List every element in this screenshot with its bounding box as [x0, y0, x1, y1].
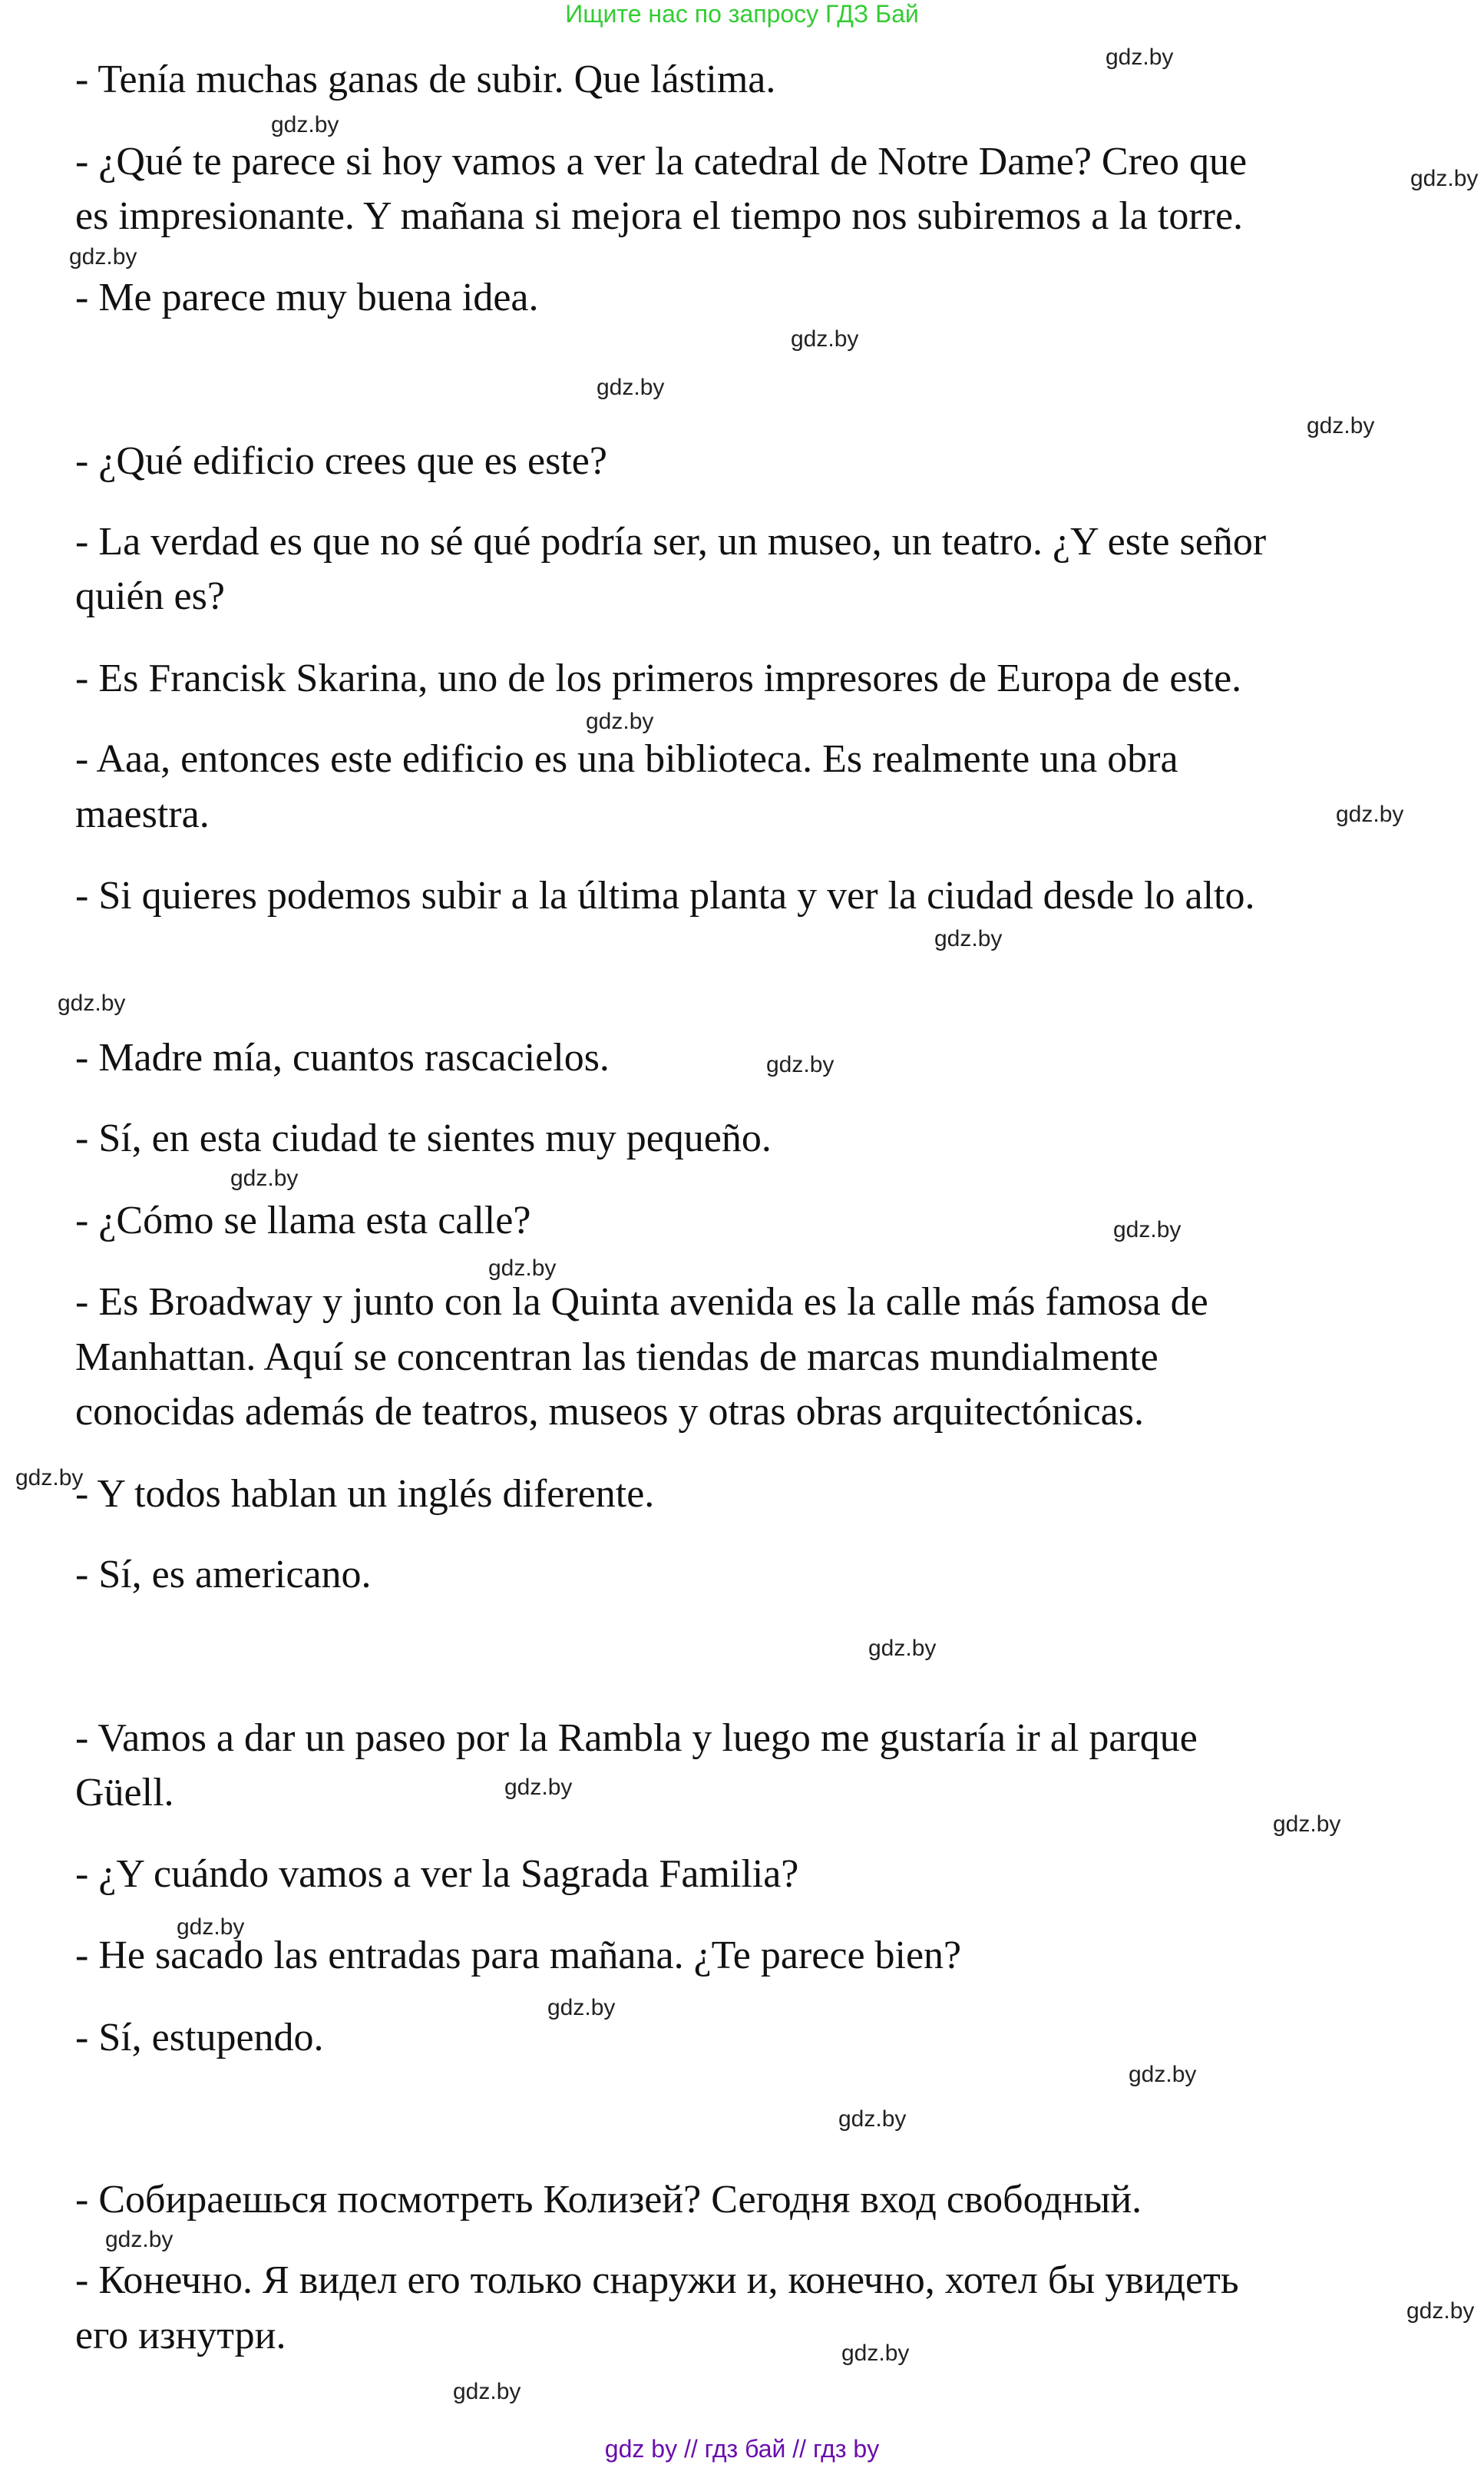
watermark: gdz.by — [586, 709, 654, 734]
text-line: - Sí, en esta ciudad te sientes muy pequeño. — [75, 1117, 772, 1160]
text-line: conocidas además de teatros, museos y otras obras arquitectónicas. — [75, 1390, 1144, 1434]
watermark: gdz.by — [547, 1995, 616, 2020]
text-line: - ¿Cómo se llama esta calle? — [75, 1199, 531, 1242]
watermark: gdz.by — [1406, 2298, 1475, 2324]
watermark: gdz.by — [868, 1636, 937, 1661]
watermark: gdz.by — [1106, 45, 1174, 70]
text-line: - Sí, es americano. — [75, 1553, 372, 1596]
text-line: - He sacado las entradas para mañana. ¿Te parece bien? — [75, 1934, 962, 1977]
text-line: Manhattan. Aquí se concentran las tiendas de marcas mundialmente — [75, 1335, 1158, 1379]
text-line: - Vamos a dar un paseo por la Rambla y luego me gustaría ir al parque — [75, 1716, 1198, 1760]
watermark: gdz.by — [1273, 1811, 1341, 1837]
watermark: gdz.by — [230, 1166, 299, 1191]
text-line: - Собираешься посмотреть Колизей? Сегодня вход свободный. — [75, 2178, 1142, 2222]
text-line: - Es Broadway y junto con la Quinta avenida es la calle más famosa de — [75, 1280, 1208, 1324]
watermark: gdz.by — [1129, 2062, 1197, 2087]
watermark: gdz.by — [1113, 1217, 1182, 1242]
text-line: - Es Francisk Skarina, uno de los primeros impresores de Europa de este. — [75, 657, 1242, 700]
watermark: gdz.by — [1410, 166, 1479, 191]
text-line: - ¿Qué edificio crees que es este? — [75, 439, 607, 483]
watermark: gdz.by — [838, 2106, 907, 2132]
watermark: gdz.by — [177, 1914, 245, 1940]
text-line: quién es? — [75, 574, 225, 618]
watermark: gdz.by — [58, 991, 126, 1016]
footer-links: gdz by // гдз бай // гдз by — [604, 2435, 880, 2463]
text-line: es impresionante. Y mañana si mejora el tiempo nos subiremos a la torre. — [75, 194, 1244, 238]
watermark: gdz.by — [453, 2379, 521, 2404]
watermark: gdz.by — [15, 1465, 84, 1490]
text-line: - ¿Qué te parece si hoy vamos a ver la catedral de Notre Dame? Creo que — [75, 140, 1248, 184]
watermark: gdz.by — [1336, 802, 1404, 827]
text-line: - Aaa, entonces este edificio es una biblioteca. Es realmente una obra — [75, 737, 1178, 781]
watermark: gdz.by — [1307, 413, 1375, 438]
watermark: gdz.by — [791, 326, 859, 352]
text-line: Güell. — [75, 1771, 174, 1815]
watermark: gdz.by — [105, 2227, 174, 2252]
text-line: maestra. — [75, 792, 210, 836]
watermark: gdz.by — [271, 112, 339, 137]
watermark: gdz.by — [597, 375, 665, 400]
text-line: - Madre mía, cuantos rascacielos. — [75, 1036, 610, 1080]
text-line: - Me parece muy buena idea. — [75, 276, 539, 319]
watermark: gdz.by — [488, 1256, 557, 1281]
watermark: gdz.by — [766, 1052, 835, 1077]
watermark: gdz.by — [69, 244, 137, 270]
search-hint-header: Ищите нас по запросу ГДЗ Бай — [565, 0, 919, 28]
text-line: - Конечно. Я видел его только снаружи и, конечно, хотел бы увидеть — [75, 2258, 1239, 2302]
text-line: - Si quieres podemos subir a la última planta y ver la ciudad desde lo alto. — [75, 874, 1255, 918]
text-line: - ¿Y cuándo vamos a ver la Sagrada Familia? — [75, 1852, 799, 1896]
text-line: - La verdad es que no sé qué podría ser, un museo, un teatro. ¿Y este señor — [75, 520, 1267, 564]
watermark: gdz.by — [934, 926, 1003, 951]
text-line: - Tenía muchas ganas de subir. Que lástima. — [75, 58, 776, 101]
text-line: его изнутри. — [75, 2314, 286, 2357]
watermark: gdz.by — [504, 1775, 573, 1800]
text-line: - Sí, estupendo. — [75, 2016, 324, 2059]
watermark: gdz.by — [841, 2341, 910, 2366]
text-line: - Y todos hablan un inglés diferente. — [75, 1472, 655, 1516]
